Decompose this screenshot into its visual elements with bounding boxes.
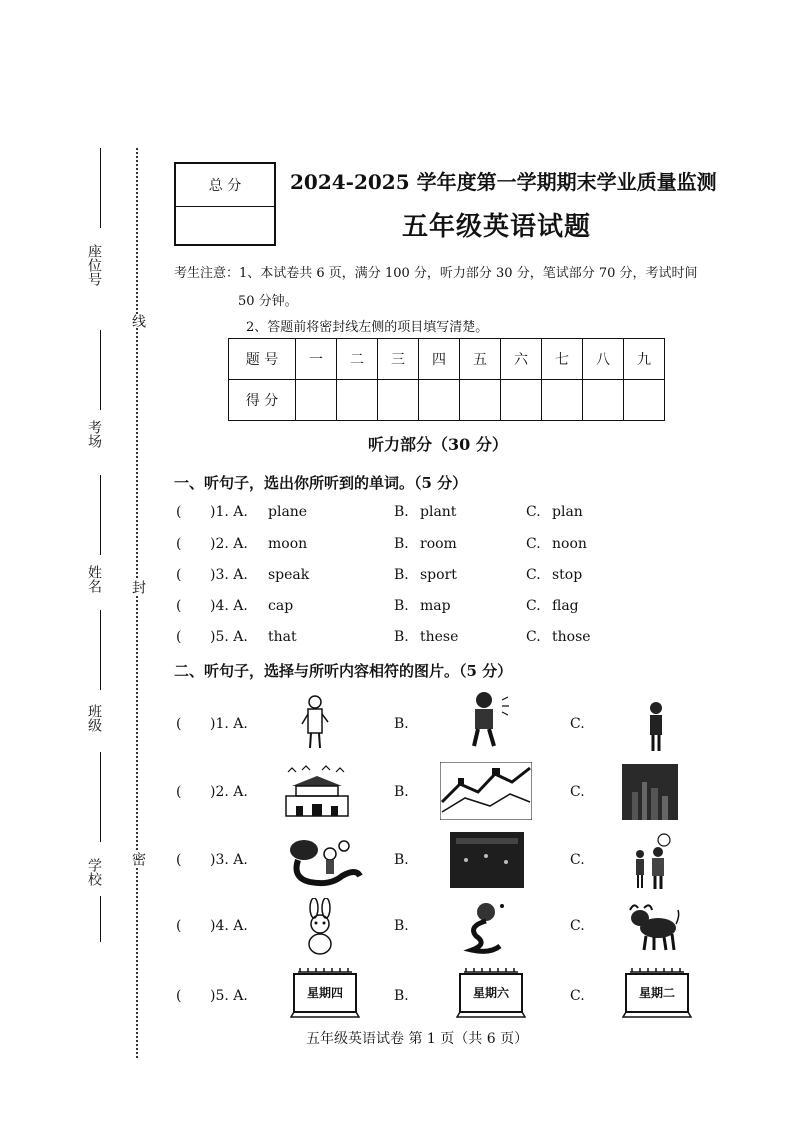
score-cell (419, 380, 460, 421)
s1-question-number: )3. A. (210, 567, 248, 583)
s1-option-a: cap (268, 598, 294, 614)
section1-title: 一、听句子，选出你所听到的单词。（5 分） (174, 474, 468, 492)
s1-paren: ( (176, 567, 182, 583)
s1-option-c: stop (552, 567, 583, 583)
s1-option-c: noon (552, 536, 587, 552)
score-table-col: 四 (419, 339, 460, 380)
s2-q3-num: )3. A. (210, 852, 248, 868)
seal-line (136, 148, 138, 1058)
note-line-1: 考生注意：1、本试卷共 6 页，满分 100 分，听力部分 30 分，笔试部分 70 分，考试时间 (174, 266, 698, 281)
s1-option-c: those (552, 629, 591, 645)
s1-paren: ( (176, 504, 182, 520)
s1-question-number: )5. A. (210, 629, 248, 645)
family-fireworks-picture (626, 832, 676, 890)
s1-option-c: plan (552, 504, 583, 520)
class-label: 班级 (86, 704, 102, 732)
score-table-col: 五 (460, 339, 501, 380)
night-stage-picture (450, 832, 524, 888)
score-table-row1-label: 题 号 (229, 339, 296, 380)
s2-q1-b: B. (394, 716, 409, 732)
s1-option-c-prefix: C. (526, 629, 541, 645)
score-table-col: 二 (337, 339, 378, 380)
score-table-score-row (229, 380, 665, 421)
exam-title: 2024-2025 学年度第一学期期末学业质量监测 (290, 170, 717, 194)
exam-subtitle: 五年级英语试题 (402, 212, 592, 242)
total-score-label: 总 分 (176, 164, 274, 207)
school-fill-line (100, 896, 101, 942)
seal-seal-char: 封 (130, 580, 146, 594)
s1-option-b: these (420, 629, 459, 645)
score-table (228, 338, 665, 421)
s2-q4-c: C. (570, 918, 585, 934)
s2-q4-paren: ( (176, 918, 182, 934)
s2-q1-c: C. (570, 716, 585, 732)
snake-picture (462, 900, 508, 954)
page-footer: 五年级英语试卷 第 1 页（共 6 页） (306, 1031, 529, 1047)
calendar-day-label: 星期二 (638, 986, 675, 1000)
boy-walking-picture (462, 690, 512, 750)
score-cell (296, 380, 337, 421)
score-table-col: 六 (501, 339, 542, 380)
s1-option-b-prefix: B. (394, 567, 409, 583)
s2-q5-b: B. (394, 988, 409, 1004)
score-table-col: 一 (296, 339, 337, 380)
s2-q5-paren: ( (176, 988, 182, 1004)
note-line-1b: 50 分钟。 (238, 294, 298, 309)
s2-q2-num: )2. A. (210, 784, 248, 800)
score-table-col: 七 (542, 339, 583, 380)
s1-option-c: flag (552, 598, 579, 614)
name-label: 姓名 (86, 565, 102, 593)
school-label: 学校 (86, 858, 102, 886)
seat-fill-line (100, 148, 101, 228)
s1-paren: ( (176, 629, 182, 645)
s1-option-b-prefix: B. (394, 629, 409, 645)
score-cell (583, 380, 624, 421)
girl-standing-picture (300, 694, 330, 750)
dragon-dance-picture (284, 832, 364, 890)
room-label: 考场 (86, 420, 102, 448)
s1-option-b: map (420, 598, 451, 614)
s1-question-number: )2. A. (210, 536, 248, 552)
city-night-picture (622, 764, 678, 820)
s2-q1-paren: ( (176, 716, 182, 732)
s2-q4-b: B. (394, 918, 409, 934)
s1-paren: ( (176, 536, 182, 552)
score-cell (378, 380, 419, 421)
s2-q3-b: B. (394, 852, 409, 868)
calendar-day-label: 星期六 (472, 986, 509, 1000)
section2-title: 二、听句子，选择与所听内容相符的图片。（5 分） (174, 662, 513, 680)
score-cell (624, 380, 665, 421)
s2-q5-num: )5. A. (210, 988, 248, 1004)
room-fill-line (100, 330, 101, 410)
s2-q2-c: C. (570, 784, 585, 800)
class-fill-line (100, 610, 101, 690)
score-table-row2-label: 得 分 (229, 380, 296, 421)
calendar-thursday-picture (290, 966, 360, 1018)
s2-q4-num: )4. A. (210, 918, 248, 934)
s1-option-a: speak (268, 567, 310, 583)
ox-picture (624, 900, 680, 952)
listening-part-title: 听力部分（30 分） (368, 435, 508, 454)
score-table-col: 三 (378, 339, 419, 380)
s1-option-a: moon (268, 536, 308, 552)
s1-question-number: )4. A. (210, 598, 248, 614)
s2-q2-b: B. (394, 784, 409, 800)
s1-option-b: sport (420, 567, 457, 583)
s1-option-b-prefix: B. (394, 536, 409, 552)
s1-option-c-prefix: C. (526, 536, 541, 552)
s2-q1-num: )1. A. (210, 716, 248, 732)
tiananmen-picture (282, 764, 352, 820)
score-cell (460, 380, 501, 421)
s1-option-c-prefix: C. (526, 598, 541, 614)
great-wall-picture (440, 762, 532, 820)
s1-question-number: )1. A. (210, 504, 248, 520)
note-line-2: 2、答题前将密封线左侧的项目填写清楚。 (246, 320, 489, 335)
score-table-header-row (229, 339, 665, 380)
calendar-day-label: 星期四 (306, 986, 343, 1000)
woman-standing-picture (644, 700, 668, 752)
s1-option-b-prefix: B. (394, 504, 409, 520)
s2-q3-c: C. (570, 852, 585, 868)
s2-q3-paren: ( (176, 852, 182, 868)
s1-option-b-prefix: B. (394, 598, 409, 614)
seat-label: 座位号 (86, 244, 102, 286)
s1-option-c-prefix: C. (526, 567, 541, 583)
s2-q5-c: C. (570, 988, 585, 1004)
class-fill-line-2 (100, 752, 101, 842)
s1-option-b: room (420, 536, 457, 552)
calendar-tuesday-picture (622, 966, 692, 1018)
total-score-box (174, 162, 276, 246)
name-fill-line (100, 475, 101, 555)
score-table-col: 九 (624, 339, 665, 380)
score-cell (542, 380, 583, 421)
s1-paren: ( (176, 598, 182, 614)
s1-option-b: plant (420, 504, 457, 520)
rabbit-picture (300, 898, 340, 956)
seal-mi-char: 密 (130, 852, 146, 866)
score-cell (337, 380, 378, 421)
s1-option-a: plane (268, 504, 308, 520)
s2-q2-paren: ( (176, 784, 182, 800)
score-cell (501, 380, 542, 421)
s1-option-c-prefix: C. (526, 504, 541, 520)
score-table-col: 八 (583, 339, 624, 380)
seal-line-char: 线 (130, 314, 146, 328)
s1-option-a: that (268, 629, 297, 645)
calendar-saturday-picture (456, 966, 526, 1018)
